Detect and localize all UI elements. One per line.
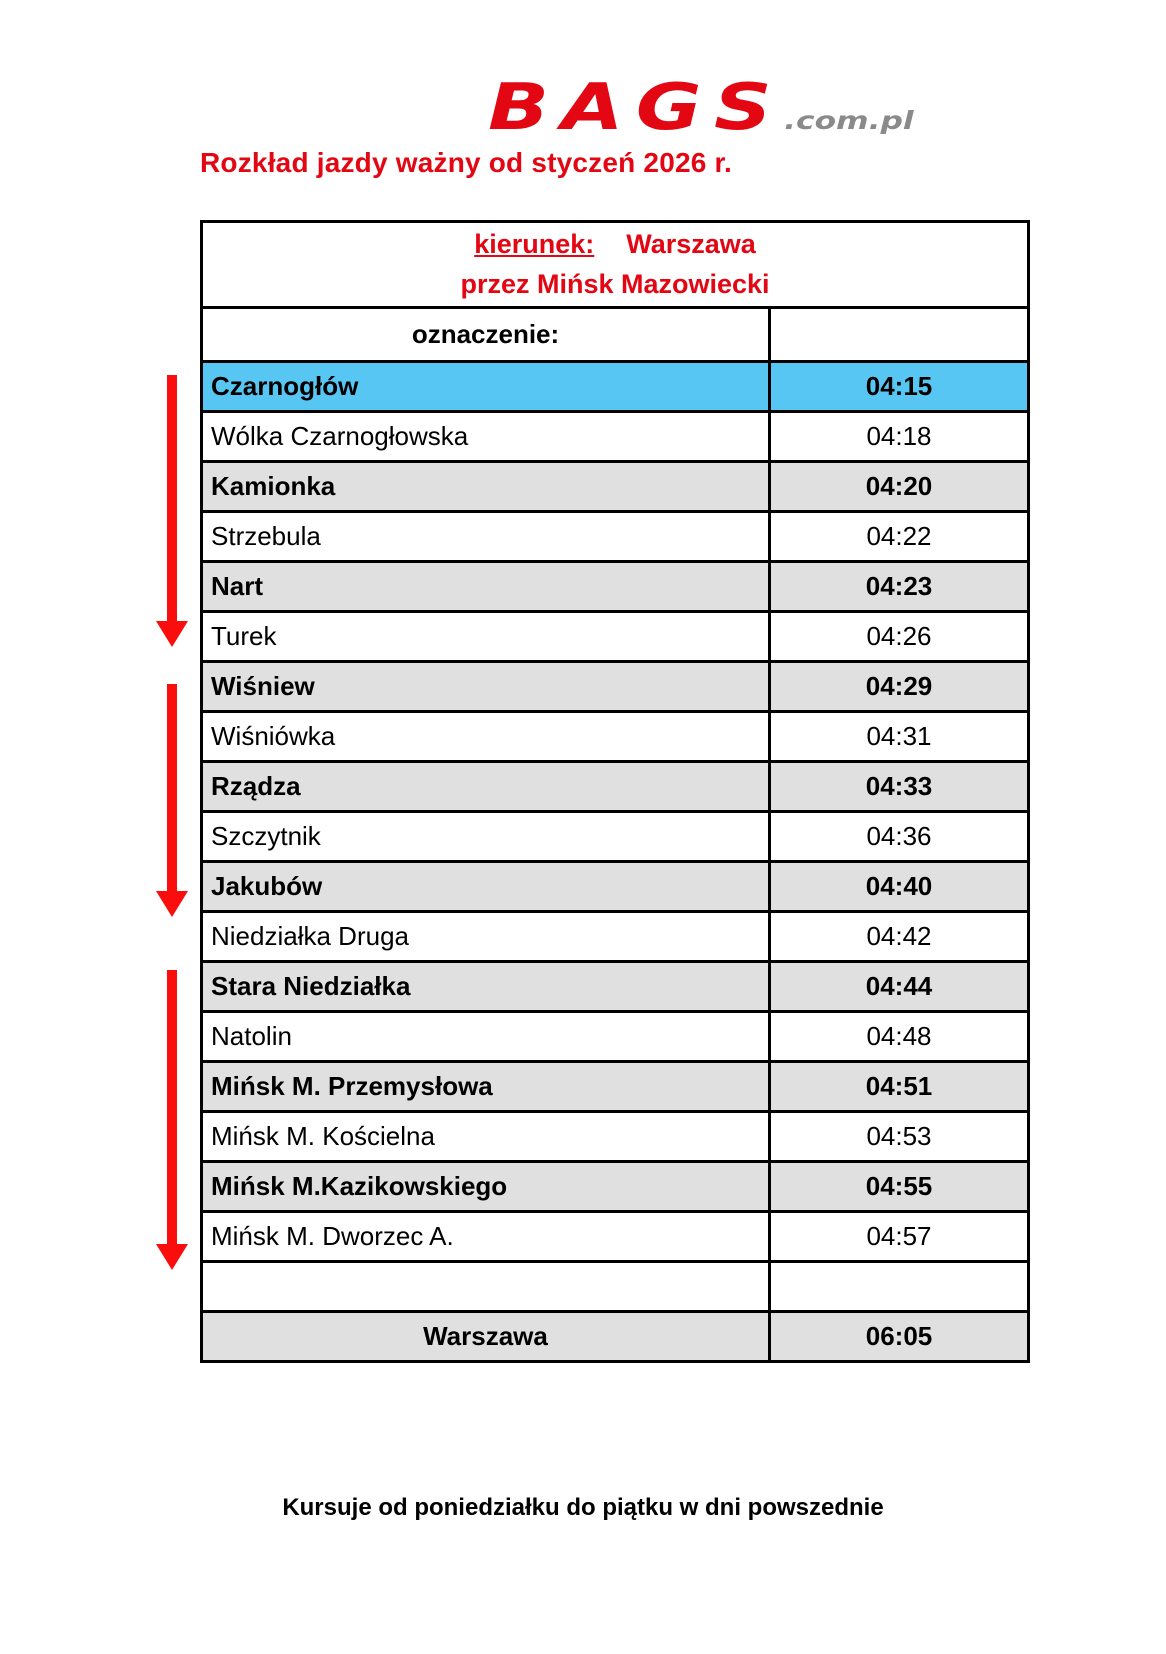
stop-name: Jakubów: [202, 862, 770, 912]
departure-time: [770, 1262, 1029, 1312]
table-row: [202, 562, 1029, 612]
stop-name: Strzebula: [202, 512, 770, 562]
stop-name: Mińsk M. Kościelna: [202, 1112, 770, 1162]
departure-time: 04:51: [770, 1062, 1029, 1112]
table-row: [202, 1262, 1029, 1312]
table-row: [202, 962, 1029, 1012]
table-row: [202, 1162, 1029, 1212]
designation-row: [202, 308, 1029, 362]
departure-time: 04:33: [770, 762, 1029, 812]
table-row: [202, 862, 1029, 912]
table-row: [202, 362, 1029, 412]
designation-label: oznaczenie:: [202, 308, 770, 362]
table-row: [202, 1012, 1029, 1062]
arrow-shaft: [167, 375, 177, 621]
direction-destination: Warszawa: [626, 229, 756, 260]
departure-time: 04:23: [770, 562, 1029, 612]
table-row: [202, 462, 1029, 512]
departure-time: 04:22: [770, 512, 1029, 562]
designation-time-cell: [770, 308, 1029, 362]
stop-name: Stara Niedziałka: [202, 962, 770, 1012]
departure-time: 04:31: [770, 712, 1029, 762]
bags-logo-text: BAGS: [488, 71, 785, 145]
departure-time: 04:48: [770, 1012, 1029, 1062]
stop-name: Natolin: [202, 1012, 770, 1062]
table-row: [202, 412, 1029, 462]
stop-name: Wiśniew: [202, 662, 770, 712]
bags-logo: [488, 71, 914, 145]
departure-time: 06:05: [770, 1312, 1029, 1362]
departure-time: 04:36: [770, 812, 1029, 862]
stop-name: Szczytnik: [202, 812, 770, 862]
table-row: [202, 662, 1029, 712]
stop-name: Mińsk M. Przemysłowa: [202, 1062, 770, 1112]
arrow-head-icon: [156, 1244, 188, 1270]
route-down-arrow-1: [156, 375, 188, 647]
stop-name: Wiśniówka: [202, 712, 770, 762]
direction-label: kierunek:: [474, 229, 595, 260]
arrow-shaft: [167, 684, 177, 891]
timetable: [200, 220, 1030, 1363]
direction-line: [203, 225, 1027, 264]
stop-name: Nart: [202, 562, 770, 612]
stop-name: Niedziałka Druga: [202, 912, 770, 962]
route-down-arrow-3: [156, 970, 188, 1270]
table-row: [202, 912, 1029, 962]
service-days-note: Kursuje od poniedziałku do piątku w dni powszednie: [282, 1494, 884, 1521]
stop-name: [202, 1262, 770, 1312]
direction-header: [202, 222, 1029, 308]
table-row: [202, 1062, 1029, 1112]
departure-time: 04:42: [770, 912, 1029, 962]
arrow-head-icon: [156, 891, 188, 917]
stop-name: Warszawa: [202, 1312, 770, 1362]
stop-name: Mińsk M. Dworzec A.: [202, 1212, 770, 1262]
page-title: Rozkład jazdy ważny od styczeń 2026 r.: [200, 147, 733, 178]
departure-time: 04:57: [770, 1212, 1029, 1262]
departure-time: 04:55: [770, 1162, 1029, 1212]
departure-time: 04:18: [770, 412, 1029, 462]
stop-name: Wólka Czarnogłowska: [202, 412, 770, 462]
table-row: [202, 1112, 1029, 1162]
table-row: [202, 812, 1029, 862]
table-row: [202, 1212, 1029, 1262]
departure-time: 04:40: [770, 862, 1029, 912]
stop-name: Kamionka: [202, 462, 770, 512]
table-row: [202, 1312, 1029, 1362]
table-row: [202, 512, 1029, 562]
departure-time: 04:29: [770, 662, 1029, 712]
bags-logo-domain-suffix: .com.pl: [784, 106, 914, 135]
direction-via: przez Mińsk Mazowiecki: [460, 268, 770, 299]
stop-name: Mińsk M.Kazikowskiego: [202, 1162, 770, 1212]
stops-body: [202, 362, 1029, 1362]
table-row: [202, 762, 1029, 812]
departure-time: 04:53: [770, 1112, 1029, 1162]
stop-name: Turek: [202, 612, 770, 662]
arrow-head-icon: [156, 621, 188, 647]
route-down-arrow-2: [156, 684, 188, 917]
arrow-shaft: [167, 970, 177, 1244]
table-row: [202, 712, 1029, 762]
departure-time: 04:26: [770, 612, 1029, 662]
departure-time: 04:44: [770, 962, 1029, 1012]
departure-time: 04:20: [770, 462, 1029, 512]
departure-time: 04:15: [770, 362, 1029, 412]
table-row: [202, 612, 1029, 662]
stop-name: Czarnogłów: [202, 362, 770, 412]
direction-header-row: [202, 222, 1029, 308]
stop-name: Rządza: [202, 762, 770, 812]
